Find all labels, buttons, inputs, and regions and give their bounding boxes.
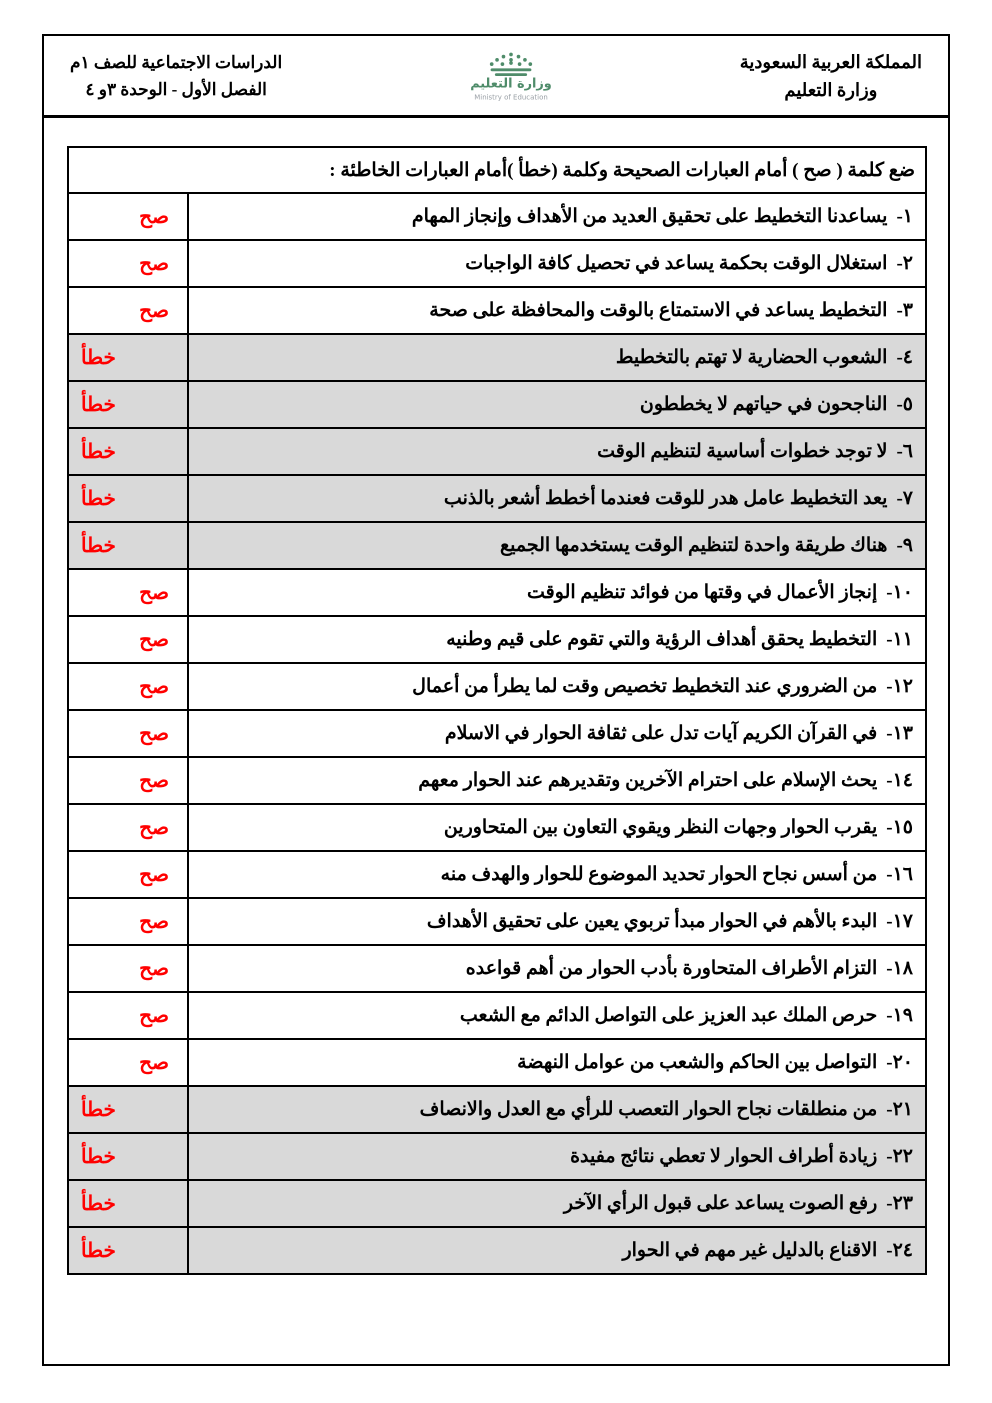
answer-cell xyxy=(69,1228,189,1273)
answer-value: خطأ xyxy=(81,441,116,463)
answer-value: خطأ xyxy=(81,488,116,510)
table-row xyxy=(69,662,925,709)
table-row xyxy=(69,709,925,756)
table-row xyxy=(69,1132,925,1179)
row-number: ٢٠- xyxy=(886,1052,913,1073)
answer-cell xyxy=(69,1087,189,1132)
answer-value: صح xyxy=(139,864,169,886)
statement-cell xyxy=(189,617,925,662)
statement-text: استغلال الوقت بحكمة يساعد في تحصيل كافة الواجبات xyxy=(465,253,888,274)
table-row xyxy=(69,286,925,333)
table-row xyxy=(69,427,925,474)
statement-cell xyxy=(189,1134,925,1179)
answer-value: صح xyxy=(139,629,169,651)
answer-cell xyxy=(69,1040,189,1085)
row-number: ٢٢- xyxy=(886,1146,913,1167)
row-number: ٢١- xyxy=(886,1099,913,1120)
row-number: ٢٣- xyxy=(886,1193,913,1214)
statement-text: التخطيط يحقق أهداف الرؤية والتي تقوم على قيم وطنيه xyxy=(446,629,878,650)
statement-text: الشعوب الحضارية لا تهتم بالتخطيط xyxy=(615,347,888,368)
answer-value: خطأ xyxy=(81,1146,116,1168)
answer-cell xyxy=(69,476,189,521)
statements-rows xyxy=(69,192,925,1273)
statement-cell xyxy=(189,194,925,239)
instruction-row: ضع كلمة ( صح ) أمام العبارات الصحيحة وكلمة (خطأ )أمام العبارات الخاطئة : xyxy=(329,159,915,181)
table-row xyxy=(69,615,925,662)
statement-cell xyxy=(189,1087,925,1132)
table-row xyxy=(69,1226,925,1273)
statement-cell xyxy=(189,805,925,850)
answer-cell xyxy=(69,382,189,427)
statement-text: الاقناع بالدليل غير مهم في الحوار xyxy=(622,1240,878,1261)
subject-title: الدراسات الاجتماعية للصف ١م xyxy=(70,53,283,73)
answer-value: صح xyxy=(139,817,169,839)
statement-cell xyxy=(189,476,925,521)
table-row xyxy=(69,1179,925,1226)
answer-value: صح xyxy=(139,958,169,980)
row-number: ١٧- xyxy=(886,911,913,932)
answer-value: صح xyxy=(139,582,169,604)
statement-cell xyxy=(189,382,925,427)
row-number: ١- xyxy=(896,206,913,227)
statement-text: من أسس نجاح الحوار تحديد الموضوع للحوار والهدف منه xyxy=(440,864,878,885)
statement-cell xyxy=(189,1228,925,1273)
statement-cell xyxy=(189,1181,925,1226)
logo-wordmark: وزارة التعليم xyxy=(470,76,552,92)
row-number: ١١- xyxy=(886,629,913,650)
row-number: ٣- xyxy=(896,300,913,321)
statement-cell xyxy=(189,852,925,897)
answer-cell xyxy=(69,429,189,474)
answer-cell xyxy=(69,1181,189,1226)
table-row xyxy=(69,333,925,380)
ministry-of-education-logo xyxy=(452,50,570,104)
statement-text: التخطيط يساعد في الاستمتاع بالوقت والمحافظة على صحة xyxy=(429,300,888,321)
answer-cell xyxy=(69,899,189,944)
answer-cell xyxy=(69,993,189,1038)
statement-text: يقرب الحوار وجهات النظر ويقوي التعاون بين المتحاورين xyxy=(443,817,878,838)
statement-cell xyxy=(189,335,925,380)
statement-text: البدء بالأهم في الحوار مبدأ تربوي يعين على تحقيق الأهداف xyxy=(426,911,878,932)
answer-value: صح xyxy=(139,723,169,745)
statement-cell xyxy=(189,664,925,709)
answer-cell xyxy=(69,711,189,756)
row-number: ٢٤- xyxy=(886,1240,913,1261)
statement-text: في القرآن الكريم آيات تدل على ثقافة الحوار في الاسلام xyxy=(444,723,878,744)
row-number: ١٥- xyxy=(886,817,913,838)
row-number: ١٦- xyxy=(886,864,913,885)
answer-cell xyxy=(69,194,189,239)
header-ministry-block xyxy=(740,49,922,105)
table-row xyxy=(69,521,925,568)
term-unit: الفصل الأول - الوحدة ٣و ٤ xyxy=(85,79,267,99)
answer-value: خطأ xyxy=(81,347,116,369)
row-number: ١٤- xyxy=(886,770,913,791)
table-row xyxy=(69,1085,925,1132)
kingdom-name: المملكة العربية السعودية xyxy=(739,51,922,72)
statements-table xyxy=(67,146,927,1275)
table-row xyxy=(69,1038,925,1085)
answer-value: صح xyxy=(139,206,169,228)
row-number: ١٠- xyxy=(886,582,913,603)
statement-cell xyxy=(189,1040,925,1085)
answer-cell xyxy=(69,1134,189,1179)
row-number: ٥- xyxy=(896,394,913,415)
statement-cell xyxy=(189,523,925,568)
answer-cell xyxy=(69,288,189,333)
table-row xyxy=(69,803,925,850)
statement-text: إنجاز الأعمال في وقتها من فوائد تنظيم الوقت xyxy=(527,582,878,603)
statement-text: من منطلقات نجاح الحوار التعصب للرأي مع العدل والانصاف xyxy=(419,1099,878,1120)
answer-value: خطأ xyxy=(81,1099,116,1121)
answer-cell xyxy=(69,758,189,803)
answer-value: صح xyxy=(139,676,169,698)
row-number: ٢- xyxy=(896,253,913,274)
table-row xyxy=(69,897,925,944)
ministry-logo-icon xyxy=(452,50,570,104)
answer-cell xyxy=(69,852,189,897)
page-header xyxy=(44,36,948,118)
row-number: ١٩- xyxy=(886,1005,913,1026)
answer-value: خطأ xyxy=(81,1193,116,1215)
statement-cell xyxy=(189,899,925,944)
table-row xyxy=(69,850,925,897)
statement-cell xyxy=(189,993,925,1038)
row-number: ٦- xyxy=(896,441,913,462)
logo-subtext: Ministry of Education xyxy=(474,93,548,102)
statement-cell xyxy=(189,288,925,333)
statement-text: زيادة أطراف الحوار لا تعطي نتائج مفيدة xyxy=(570,1146,878,1167)
statement-cell xyxy=(189,570,925,615)
answer-value: خطأ xyxy=(81,535,116,557)
answer-cell xyxy=(69,664,189,709)
row-number: ٧- xyxy=(896,488,913,509)
answer-value: خطأ xyxy=(81,394,116,416)
row-number: ٤- xyxy=(896,347,913,368)
answer-value: صح xyxy=(139,1005,169,1027)
statement-cell xyxy=(189,711,925,756)
answer-value: صح xyxy=(139,911,169,933)
answer-value: صح xyxy=(139,770,169,792)
row-number: ٩- xyxy=(896,535,913,556)
statement-cell xyxy=(189,758,925,803)
statement-text: من الضروري عند التخطيط تخصيص وقت لما يطرأ من أعمال xyxy=(412,676,878,697)
statement-cell xyxy=(189,946,925,991)
statement-cell xyxy=(189,429,925,474)
statement-text: هناك طريقة واحدة لتنظيم الوقت يستخدمها الجميع xyxy=(499,535,888,556)
statement-text: التواصل بين الحاكم والشعب من عوامل النهضة xyxy=(517,1052,878,1073)
answer-cell xyxy=(69,241,189,286)
table-row xyxy=(69,991,925,1038)
answer-cell xyxy=(69,946,189,991)
answer-value: صح xyxy=(139,300,169,322)
answer-value: صح xyxy=(139,1052,169,1074)
statement-text: التزام الأطراف المتحاورة بأدب الحوار من أهم قواعده xyxy=(465,958,878,979)
statement-text: يحث الإسلام على احترام الآخرين وتقديرهم عند الحوار معهم xyxy=(418,770,878,791)
answer-cell xyxy=(69,617,189,662)
statement-cell xyxy=(189,241,925,286)
ministry-name: وزارة التعليم xyxy=(784,79,878,100)
table-row xyxy=(69,568,925,615)
table-row xyxy=(69,192,925,239)
table-row xyxy=(69,474,925,521)
row-number: ١٣- xyxy=(886,723,913,744)
answer-cell xyxy=(69,805,189,850)
statement-text: لا توجد خطوات أساسية لتنظيم الوقت xyxy=(597,441,888,462)
statement-text: يعد التخطيط عامل هدر للوقت فعندما أخطط أشعر بالذنب xyxy=(443,488,888,509)
table-row xyxy=(69,944,925,991)
row-number: ١٢- xyxy=(886,676,913,697)
statement-text: يساعدنا التخطيط على تحقيق العديد من الأهداف وإنجاز المهام xyxy=(411,206,888,227)
header-subject-block xyxy=(70,50,282,103)
statement-text: الناجحون في حياتهم لا يخططون xyxy=(639,394,888,415)
statement-text: رفع الصوت يساعد على قبول الرأي الآخر xyxy=(563,1193,878,1214)
row-number: ١٨- xyxy=(886,958,913,979)
statement-text: حرص الملك عبد العزيز على التواصل الدائم مع الشعب xyxy=(459,1005,878,1026)
answer-cell xyxy=(69,570,189,615)
answer-value: صح xyxy=(139,253,169,275)
answer-cell xyxy=(69,335,189,380)
table-row xyxy=(69,239,925,286)
table-row xyxy=(69,756,925,803)
answer-cell xyxy=(69,523,189,568)
page-frame xyxy=(42,34,950,1366)
table-row xyxy=(69,380,925,427)
answer-value: خطأ xyxy=(81,1240,116,1262)
